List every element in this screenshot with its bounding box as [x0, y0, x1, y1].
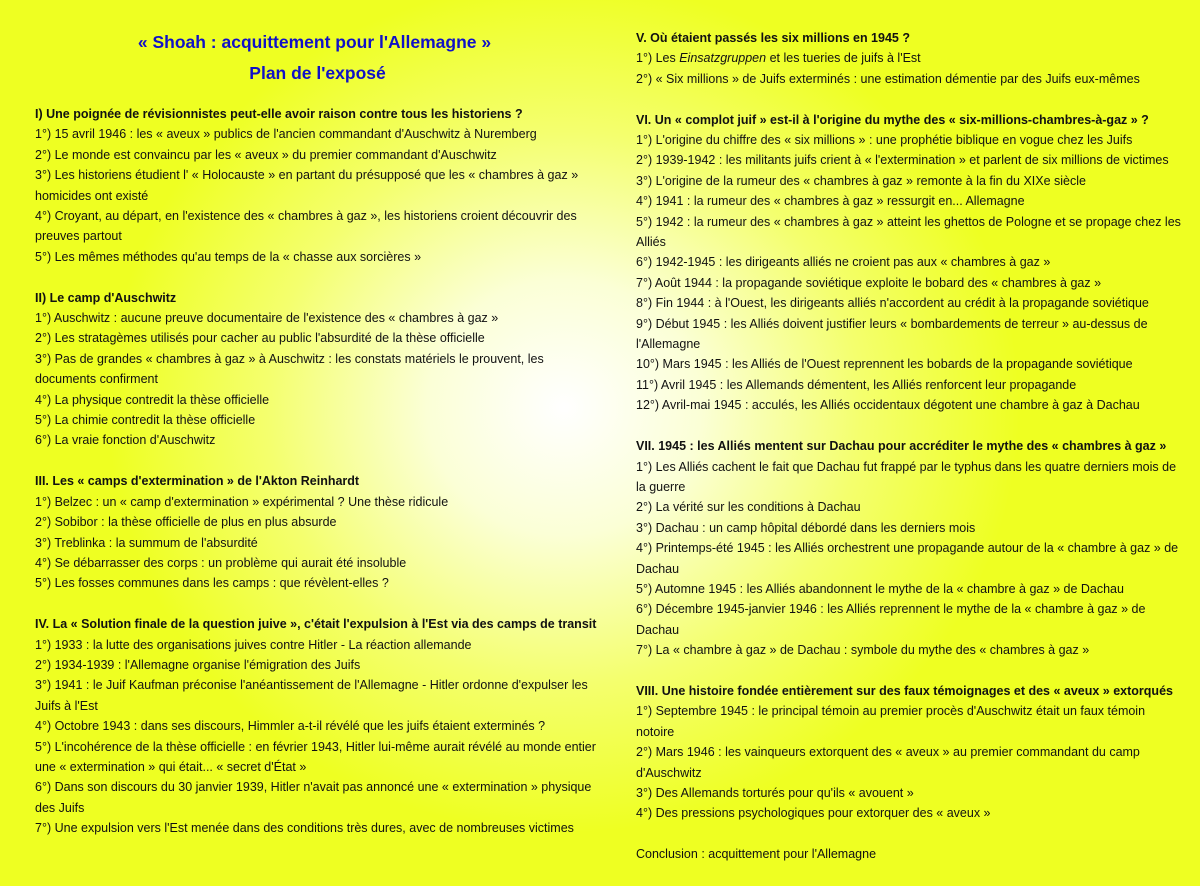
section-3 — [35, 471, 600, 593]
list-item: 3°) Pas de grandes « chambres à gaz » à Auschwitz : les constats matériels le prouvent, les documents confirment — [35, 351, 544, 387]
list-item: 1°) Septembre 1945 : le principal témoin au premier procès d'Auschwitz était un faux témoin notoire — [636, 704, 1146, 739]
list-item: 11°) Avril 1945 : les Allemands démentent, les Alliés renforcent leur propagande — [636, 377, 1077, 392]
conclusion: Conclusion : acquittement pour l'Allemagne — [636, 847, 877, 862]
list-item: 2°) Les stratagèmes utilisés pour cacher au public l'absurdité de la thèse officielle — [35, 331, 485, 346]
list-item: 2°) Mars 1946 : les vainqueurs extorquent des « aveux » au premier commandant du camp d'Auschwitz — [636, 745, 1140, 780]
list-item: 12°) Avril-mai 1945 : acculés, les Alliés occidentaux dégotent une chambre à gaz à Dachau — [636, 398, 1140, 413]
list-item: 6°) Dans son discours du 30 janvier 1939, Hitler n'avait pas annoncé une « extermination » physique des Juifs — [35, 780, 592, 815]
list-item: 1°) Les Alliés cachent le fait que Dachau fut frappé par le typhus dans les quatre derniers mois de la guerre — [636, 459, 1177, 494]
list-item: 5°) Les fosses communes dans les camps : que révèlent-elles ? — [35, 576, 389, 591]
list-item: 3°) L'origine de la rumeur des « chambres à gaz » remonte à la fin du XIXe siècle — [636, 173, 1086, 188]
list-item: 7°) Une expulsion vers l'Est menée dans des conditions très dures, avec de nombreuses victimes — [35, 821, 574, 836]
section-7 — [636, 436, 1181, 660]
section-heading: VIII. Une histoire fondée entièrement sur des faux témoignages et des « aveux » extorqués — [636, 683, 1173, 698]
list-item: 4°) Printemps-été 1945 : les Alliés orchestrent une propagande autour de la « chambre à gaz » de Dachau — [636, 541, 1179, 576]
list-item: 4°) Se débarrasser des corps : un problème qui aurait été insoluble — [35, 555, 407, 570]
list-item: 7°) Août 1944 : la propagande soviétique exploite le bobard des « chambres à gaz » — [636, 275, 1102, 290]
section-heading: VI. Un « complot juif » est-il à l'origine du mythe des « six-millions-chambres-à-gaz » ? — [636, 112, 1149, 127]
list-item: 1°) L'origine du chiffre des « six millions » : une prophétie biblique en vogue chez les Juifs — [636, 133, 1133, 148]
list-item: 5°) Les mêmes méthodes qu'au temps de la « chasse aux sorcières » — [35, 249, 422, 264]
left-column — [35, 0, 600, 839]
list-item: 2°) La vérité sur les conditions à Dachau — [636, 500, 861, 515]
list-item: 2°) « Six millions » de Juifs exterminés : une estimation démentie par des Juifs eux-mêmes — [636, 71, 1140, 86]
section-4 — [35, 614, 600, 838]
list-item: 6°) La vraie fonction d'Auschwitz — [35, 433, 216, 448]
list-item: 7°) La « chambre à gaz » de Dachau : symbole du mythe des « chambres à gaz » — [636, 643, 1090, 658]
list-item: 5°) 1942 : la rumeur des « chambres à gaz » atteint les ghettos de Pologne et se propage chez les Alliés — [636, 214, 1181, 250]
list-item: 1°) Les Einsatzgruppen et les tueries de juifs à l'Est — [636, 51, 921, 66]
list-item: 1°) 1933 : la lutte des organisations juives contre Hitler - La réaction allemande — [35, 637, 472, 652]
list-item: 3°) Dachau : un camp hôpital débordé dans les derniers mois — [636, 520, 976, 535]
section-heading: VII. 1945 : les Alliés mentent sur Dachau pour accréditer le mythe des « chambres à gaz » — [636, 439, 1167, 454]
section-heading: V. Où étaient passés les six millions en 1945 ? — [636, 31, 910, 45]
right-column — [636, 0, 1181, 865]
list-item: 6°) 1942-1945 : les dirigeants alliés ne croient pas aux « chambres à gaz » — [636, 255, 1051, 270]
list-item: 3°) Treblinka : la summum de l'absurdité — [35, 535, 258, 550]
list-item: 3°) Les historiens étudient l' « Holocauste » en partant du présupposé que les « chambres à gaz » homicides ont existé — [35, 168, 579, 203]
list-item: 5°) La chimie contredit la thèse officielle — [35, 413, 256, 428]
section-6 — [636, 110, 1181, 416]
list-item: 9°) Début 1945 : les Alliés doivent justifier leurs « bombardements de terreur » au-dessus de l'Allemagne — [636, 316, 1148, 352]
list-item: 5°) L'incohérence de la thèse officielle : en février 1943, Hitler lui-même aurait révélé au monde entier une « extermination » qui était... « secret d'État » — [35, 739, 596, 774]
list-item: 4°) La physique contredit la thèse officielle — [35, 392, 270, 407]
list-item: 8°) Fin 1944 : à l'Ouest, les dirigeants alliés n'accordent au crédit à la propagande soviétique — [636, 296, 1149, 311]
section-heading: IV. La « Solution finale de la question juive », c'était l'expulsion à l'Est via des camps de transit — [35, 617, 597, 632]
section-heading: I) Une poignée de révisionnistes peut-elle avoir raison contre tous les historiens ? — [35, 107, 523, 121]
list-item: 4°) 1941 : la rumeur des « chambres à gaz » ressurgit en... Allemagne — [636, 194, 1025, 209]
list-item: 5°) Automne 1945 : les Alliés abandonnent le mythe de la « chambre à gaz » de Dachau — [636, 581, 1124, 596]
section-heading: II) Le camp d'Auschwitz — [35, 290, 177, 305]
list-item: 1°) Belzec : un « camp d'extermination » expérimental ? Une thèse ridicule — [35, 494, 449, 509]
document-title: « Shoah : acquittement pour l'Allemagne » — [137, 32, 492, 52]
section-heading: III. Les « camps d'extermination » de l'Akton Reinhardt — [35, 474, 360, 489]
list-item: 6°) Décembre 1945-janvier 1946 : les Alliés reprennent le mythe de la « chambre à gaz » de Dachau — [636, 602, 1146, 637]
section-1 — [35, 104, 600, 267]
list-item: 4°) Des pressions psychologiques pour extorquer des « aveux » — [636, 806, 991, 821]
list-item: 4°) Octobre 1943 : dans ses discours, Himmler a-t-il révélé que les juifs étaient exterminés ? — [35, 719, 546, 734]
section-2 — [35, 288, 600, 451]
document-subtitle: Plan de l'exposé — [249, 63, 386, 83]
list-item: 2°) Le monde est convaincu par les « aveux » du premier commandant d'Auschwitz — [35, 147, 497, 162]
section-8 — [636, 681, 1181, 824]
section-5 — [636, 28, 1181, 89]
list-item: 3°) Des Allemands torturés pour qu'ils « avouent » — [636, 785, 914, 800]
list-item: 4°) Croyant, au départ, en l'existence des « chambres à gaz », les historiens croient découvrir des preuves partout — [35, 209, 577, 244]
list-item: 10°) Mars 1945 : les Alliés de l'Ouest reprennent les bobards de la propagande soviétique — [636, 357, 1133, 372]
list-item: 1°) 15 avril 1946 : les « aveux » publics de l'ancien commandant d'Auschwitz à Nuremberg — [35, 127, 537, 142]
list-item: 2°) Sobibor : la thèse officielle de plus en plus absurde — [35, 515, 337, 530]
list-item: 3°) 1941 : le Juif Kaufman préconise l'anéantissement de l'Allemagne - Hitler ordonne d'expulser les Juifs à l'Est — [35, 678, 588, 713]
list-item: 2°) 1939-1942 : les militants juifs crient à « l'extermination » et parlent de six millions de victimes — [636, 153, 1169, 168]
list-item: 2°) 1934-1939 : l'Allemagne organise l'émigration des Juifs — [35, 657, 361, 672]
list-item: 1°) Auschwitz : aucune preuve documentaire de l'existence des « chambres à gaz » — [35, 311, 499, 326]
